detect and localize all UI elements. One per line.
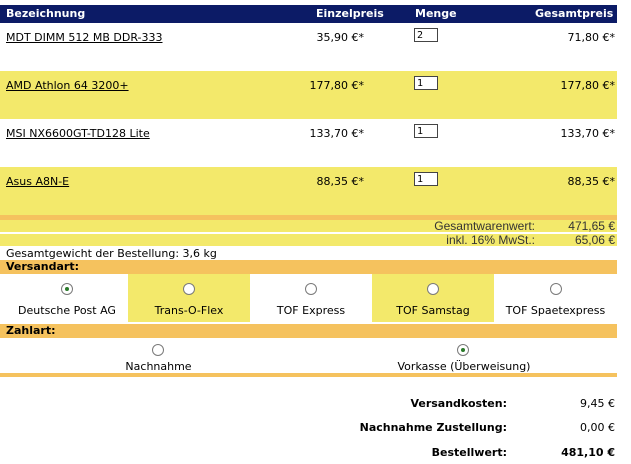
- shipping-option-label: Deutsche Post AG: [18, 304, 116, 317]
- vat-value: 65,06 €: [574, 233, 615, 247]
- product-link[interactable]: AMD Athlon 64 3200+: [6, 79, 129, 92]
- radio-button[interactable]: [427, 283, 439, 295]
- unit-price: 88,35 €*: [316, 175, 364, 188]
- shipping-option-tof-samstag[interactable]: [372, 274, 494, 322]
- goods-value-label: Gesamtwarenwert:: [434, 219, 535, 233]
- shipping-option-label: TOF Express: [276, 304, 346, 317]
- radio-button[interactable]: [305, 283, 317, 295]
- shipping-option-tof-express[interactable]: [250, 274, 372, 322]
- product-link[interactable]: Asus A8N-E: [6, 175, 70, 188]
- line-total: 177,80 €*: [560, 79, 615, 92]
- shipping-title: Versandart:: [6, 260, 79, 273]
- cart-row: [0, 119, 617, 167]
- order-total-label: Bestellwert:: [431, 446, 507, 459]
- shipping-option-deutsche-post[interactable]: [6, 274, 128, 322]
- column-header-total: Gesamtpreis: [535, 7, 614, 20]
- shipping-option-label: TOF Spaetexpress: [505, 304, 606, 317]
- payment-option-label: Nachnahme: [125, 360, 192, 373]
- radio-button[interactable]: [152, 344, 164, 356]
- quantity-input[interactable]: [414, 76, 438, 90]
- unit-price: 35,90 €*: [316, 31, 364, 44]
- order-total-value: 481,10 €: [561, 446, 615, 459]
- order-weight: Gesamtgewicht der Bestellung: 3,6 kg: [6, 247, 217, 260]
- radio-button[interactable]: [457, 344, 469, 356]
- column-header-unit-price: Einzelpreis: [316, 7, 384, 20]
- payment-title: Zahlart:: [6, 324, 56, 337]
- payment-section-header: [0, 324, 617, 338]
- vat-row: [0, 234, 617, 246]
- cart-row: [0, 71, 617, 119]
- line-total: 71,80 €*: [567, 31, 615, 44]
- shipping-option-label: Trans-O-Flex: [154, 304, 224, 317]
- cart-row: [0, 23, 617, 71]
- vat-label: inkl. 16% MwSt.:: [446, 233, 535, 247]
- unit-price: 177,80 €*: [309, 79, 364, 92]
- shipping-cost-value: 9,45 €: [580, 397, 615, 410]
- quantity-input[interactable]: [414, 28, 438, 42]
- payment-option-nachnahme[interactable]: [6, 338, 311, 374]
- radio-button[interactable]: [183, 283, 195, 295]
- radio-button[interactable]: [550, 283, 562, 295]
- cod-cost-label: Nachnahme Zustellung:: [359, 421, 507, 434]
- divider: [0, 373, 617, 377]
- payment-option-label: Vorkasse (Überweisung): [397, 360, 531, 373]
- unit-price: 133,70 €*: [309, 127, 364, 140]
- shipping-cost-label: Versandkosten:: [410, 397, 507, 410]
- product-link[interactable]: MSI NX6600GT-TD128 Lite: [6, 127, 150, 140]
- payment-option-vorkasse[interactable]: [311, 338, 617, 374]
- goods-value-row: [0, 220, 617, 232]
- quantity-input[interactable]: [414, 172, 438, 186]
- column-header-quantity: Menge: [415, 7, 457, 20]
- shipping-option-tof-spaetexpress[interactable]: [494, 274, 617, 322]
- radio-button[interactable]: [61, 283, 73, 295]
- cod-cost-value: 0,00 €: [580, 421, 615, 434]
- shipping-section-header: [0, 260, 617, 274]
- column-header-name: Bezeichnung: [6, 7, 86, 20]
- goods-value: 471,65 €: [568, 219, 615, 233]
- shipping-option-label: TOF Samstag: [396, 304, 470, 317]
- cart-row: [0, 167, 617, 215]
- line-total: 133,70 €*: [560, 127, 615, 140]
- product-link[interactable]: MDT DIMM 512 MB DDR-333: [6, 31, 163, 44]
- cart-table-header: [0, 5, 617, 23]
- line-total: 88,35 €*: [567, 175, 615, 188]
- shipping-option-trans-o-flex[interactable]: [128, 274, 250, 322]
- quantity-input[interactable]: [414, 124, 438, 138]
